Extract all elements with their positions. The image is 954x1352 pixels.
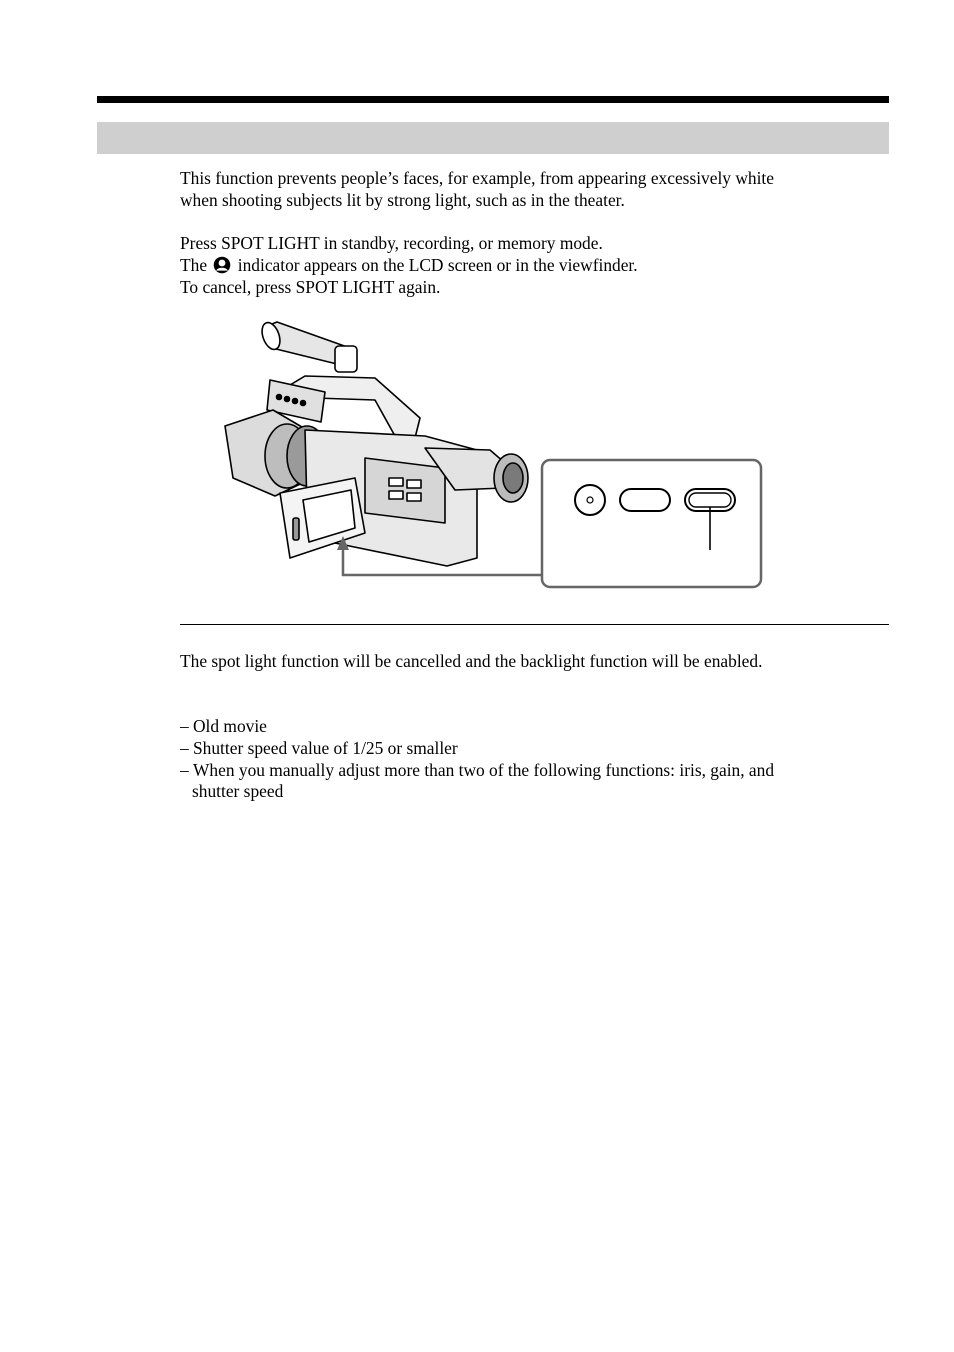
section-title-band [97,122,889,154]
step-line-3: To cancel, press SPOT LIGHT again. [180,277,441,297]
list-dash: – [180,760,189,780]
step-line-2-before: The [180,255,208,275]
camcorder-illustration [215,318,775,593]
step-line-1: Press SPOT LIGHT in standby, recording, or memory mode. [180,233,603,253]
list-item [180,715,267,737]
note-line-1: The spot light function will be cancelled and the backlight function will be enabled. [180,651,763,671]
section-divider [180,624,889,625]
step-line-2-after: indicator appears on the LCD screen or in the viewfinder. [237,255,638,275]
list-dash: – [180,738,189,758]
list-item-text: Shutter speed value of 1/25 or smaller [193,738,458,758]
camcorder-icon [225,320,528,566]
intro-line-1: This function prevents people’s faces, for example, from appearing excessively white [180,168,774,188]
spot-light-indicator-icon [213,256,231,274]
button-panel-icon [542,460,761,587]
list-item [180,737,458,759]
list-item-text: When you manually adjust more than two of the following functions: iris, gain, and [193,760,775,780]
list-item-continuation: shutter speed [192,781,284,801]
list-item [180,759,774,781]
intro-line-2: when shooting subjects lit by strong light, such as in the theater. [180,190,625,210]
step-line-2 [180,254,638,276]
list-dash: – [180,716,189,736]
list-item-text: Old movie [193,716,267,736]
top-rule [97,96,889,103]
